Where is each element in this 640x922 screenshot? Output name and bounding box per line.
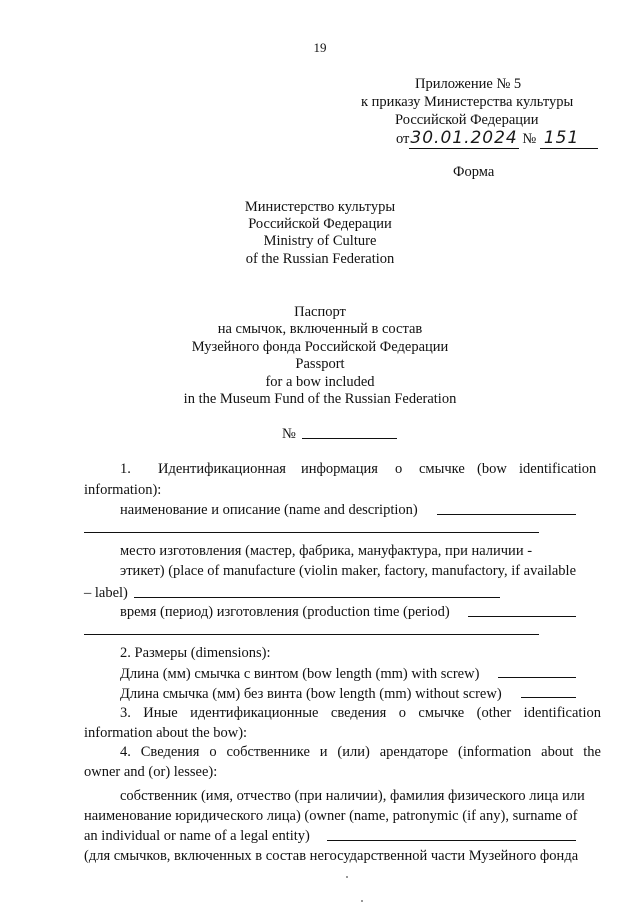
scan-speck: [361, 900, 363, 902]
name-description-field-line2[interactable]: [84, 532, 539, 533]
ministry-ru-line1: Министерство культуры: [244, 199, 396, 215]
title-en-line1: Passport: [295, 356, 345, 372]
section-1-word: информация: [301, 461, 378, 477]
section-1-word: смычке: [419, 461, 465, 477]
name-description-label: наименование и описание (name and description): [120, 502, 418, 518]
date-prefix: от: [396, 131, 410, 147]
section-1-word: о: [395, 461, 403, 477]
section-1-number: 1.: [120, 461, 131, 477]
place-label-line3: – label): [84, 585, 128, 601]
owner-label-line4: (для смычков, включенных в состав негосударственной части Музейного фонда: [84, 848, 579, 864]
owner-label-line2: наименование юридического лица) (owner (name, patronymic (if any), surname of: [84, 808, 578, 824]
page-number: 19: [313, 40, 327, 55]
production-time-field[interactable]: [468, 616, 576, 617]
section-2-title: 2. Размеры (dimensions):: [120, 645, 271, 661]
production-time-field-line2[interactable]: [84, 634, 539, 635]
length-without-screw-field[interactable]: [521, 697, 576, 698]
section-3-line2: information about the bow):: [84, 725, 248, 741]
section-1-line2: information):: [84, 482, 162, 498]
section-4-line2: owner and (or) lessee):: [84, 764, 218, 780]
title-ru-line1: Паспорт: [294, 304, 346, 320]
scan-speck: [346, 876, 348, 878]
handwritten-date: 30.01.2024: [410, 128, 518, 148]
ministry-ru-line2: Российской Федерации: [248, 216, 392, 232]
owner-field[interactable]: [327, 840, 576, 841]
appendix-order-line: к приказу Министерства культуры: [361, 94, 574, 110]
title-ru-line3: Музейного фонда Российской Федерации: [191, 339, 449, 355]
place-label-line2: этикет) (place of manufacture (violin maker, factory, manufactory, if available: [120, 563, 576, 579]
ministry-en-line1: Ministry of Culture: [263, 233, 377, 249]
place-field[interactable]: [134, 597, 500, 598]
title-ru-line2: на смычок, включенный в состав: [217, 321, 423, 337]
section-4-line1: 4. Сведения о собственнике и (или) арендаторе (information about the: [120, 744, 601, 760]
length-without-screw-label: Длина смычка (мм) без винта (bow length (mm) without screw): [120, 686, 502, 702]
form-label: Форма: [453, 164, 495, 180]
section-1-word: identification: [519, 461, 597, 477]
appendix-date-line: [396, 128, 598, 149]
ministry-en-line2: of the Russian Federation: [245, 251, 395, 267]
section-3-line1: 3. Иные идентификационные сведения о смычке (other identification: [120, 705, 601, 721]
title-en-line2: for a bow included: [265, 374, 375, 390]
passport-number-field[interactable]: [302, 438, 397, 439]
number-prefix: №: [522, 131, 537, 147]
length-with-screw-field[interactable]: [498, 677, 576, 678]
length-with-screw-label: Длина (мм) смычка с винтом (bow length (mm) with screw): [120, 666, 480, 682]
owner-label-line1: собственник (имя, отчество (при наличии), фамилия физического лица или: [120, 788, 585, 804]
owner-label-line3: an individual or name of a legal entity): [84, 828, 310, 844]
appendix-title: Приложение № 5: [415, 76, 522, 92]
section-1-word: Идентификационная: [158, 461, 286, 477]
title-en-line3: in the Museum Fund of the Russian Federation: [183, 391, 457, 407]
section-1-word: (bow: [477, 461, 507, 477]
name-description-field[interactable]: [437, 514, 576, 515]
handwritten-number: 151: [540, 128, 598, 149]
appendix-federation-line: Российской Федерации: [395, 112, 539, 128]
passport-number-label: №: [282, 426, 296, 442]
production-time-label: время (период) изготовления (production time (period): [120, 604, 450, 620]
place-label-line1: место изготовления (мастер, фабрика, мануфактура, при наличии -: [120, 543, 533, 559]
